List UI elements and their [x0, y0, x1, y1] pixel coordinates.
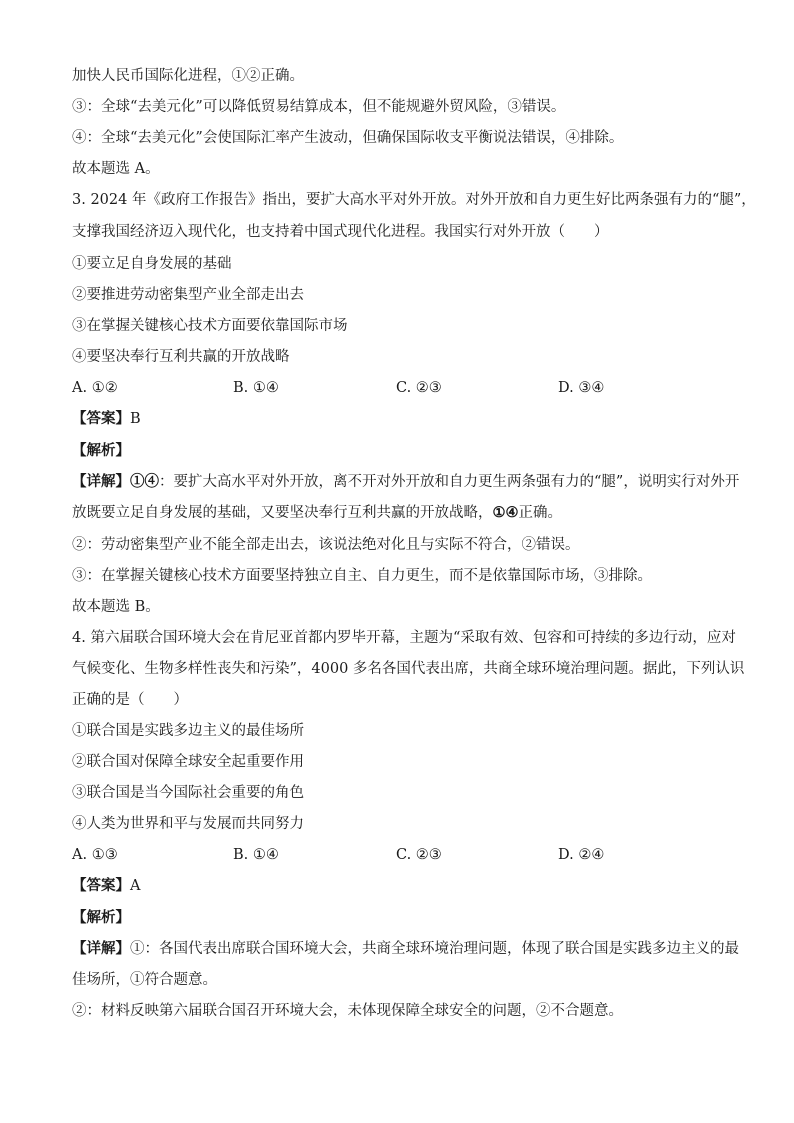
q4-item-4: ④人类为世界和平与发展而共同努力	[72, 816, 304, 832]
q3-detail-line-1	[72, 472, 754, 492]
prev-explanation-line-1: 加快人民币国际化进程，①②正确。	[72, 68, 304, 84]
q4-item-1: ①联合国是实践多边主义的最佳场所	[72, 723, 304, 739]
q3-conclusion: 故本题选 B。	[72, 599, 160, 615]
q3-answer-value: B	[130, 411, 141, 427]
q3-option-d: D. ③④	[558, 380, 605, 396]
q3-answer	[72, 409, 754, 429]
q3-option-b: B. ①④	[233, 380, 279, 396]
q3-option-a: A. ①②	[72, 380, 118, 396]
q3-detail-text-2a: 放既要立足自身发展的基础，又要坚决奉行互利共赢的开放战略，	[72, 505, 493, 521]
prev-explanation-line-2: ③：全球“去美元化”可以降低贸易结算成本，但不能规避外贸风险，③错误。	[72, 99, 566, 115]
q4-analysis-tag: 【解析】	[72, 909, 130, 926]
q3-option-c: C. ②③	[396, 380, 442, 396]
prev-conclusion: 故本题选 A。	[72, 161, 160, 177]
q3-detail-line-3: ②：劳动密集型产业不能全部走出去，该说法绝对化且与实际不符合，②错误。	[72, 537, 580, 553]
q4-detail-text-1: ①：各国代表出席联合国环境大会，共商全球环境治理问题，体现了联合国是实践多边主义的最	[130, 941, 739, 957]
q4-stem-line-1: 4. 第六届联合国环境大会在肯尼亚首都内罗毕开幕，主题为“采取有效、包容和可持续的多边行动，应对	[72, 630, 736, 646]
q4-option-b: B. ①④	[233, 847, 279, 863]
q3-detail-text-2b: 正确。	[518, 505, 562, 521]
q3-analysis-tag: 【解析】	[72, 442, 130, 459]
q4-option-c: C. ②③	[396, 847, 442, 863]
q3-detail-line-4: ③：在掌握关键核心技术方面要坚持独立自主、自力更生，而不是依靠国际市场，③排除。	[72, 568, 652, 584]
q3-item-1: ①要立足自身发展的基础	[72, 256, 232, 272]
q4-stem-line-2: 气候变化、生物多样性丧失和污染”，4000 多名各国代表出席，共商全球环境治理问题。据此，下列认识	[72, 661, 745, 677]
q4-detail-line-3: ②：材料反映第六届联合国召开环境大会，未体现保障全球安全的问题，②不合题意。	[72, 1003, 623, 1019]
q4-detail-line-1	[72, 939, 754, 959]
q4-option-a: A. ①③	[72, 847, 118, 863]
q3-detail-tag: 【详解】	[72, 473, 130, 490]
q3-detail-key-2: ①④	[492, 504, 519, 521]
q3-item-4: ④要坚决奉行互利共赢的开放战略	[72, 349, 290, 365]
q3-detail-line-2	[72, 503, 754, 523]
q3-item-2: ②要推进劳动密集型产业全部走出去	[72, 287, 304, 303]
q4-detail-line-2: 佳场所，①符合题意。	[72, 972, 217, 988]
q3-stem-line-2: 支撑我国经济迈入现代化，也支持着中国式现代化进程。我国实行对外开放（ ）	[72, 224, 609, 240]
q4-item-3: ③联合国是当今国际社会重要的角色	[72, 785, 304, 801]
q4-detail-tag: 【详解】	[72, 940, 130, 957]
q4-option-d: D. ②④	[558, 847, 605, 863]
q3-stem-line-1: 3. 2024 年《政府工作报告》指出，要扩大高水平对外开放。对外开放和自力更生好比两条强有力的“腿”，	[72, 192, 756, 208]
prev-explanation-line-3: ④：全球“去美元化”会使国际汇率产生波动，但确保国际收支平衡说法错误，④排除。	[72, 130, 624, 146]
q4-stem-line-3: 正确的是（ ）	[72, 692, 188, 708]
q3-item-3: ③在掌握关键核心技术方面要依靠国际市场	[72, 318, 348, 334]
q4-answer	[72, 876, 754, 896]
q3-answer-tag: 【答案】	[72, 410, 130, 427]
q3-detail-text-1: ：要扩大高水平对外开放，离不开对外开放和自力更生两条强有力的“腿”，说明实行对外开	[159, 474, 740, 490]
q4-answer-value: A	[130, 878, 141, 894]
q4-item-2: ②联合国对保障全球安全起重要作用	[72, 754, 304, 770]
q3-detail-key-1: ①④	[130, 473, 159, 490]
q4-answer-tag: 【答案】	[72, 877, 130, 894]
